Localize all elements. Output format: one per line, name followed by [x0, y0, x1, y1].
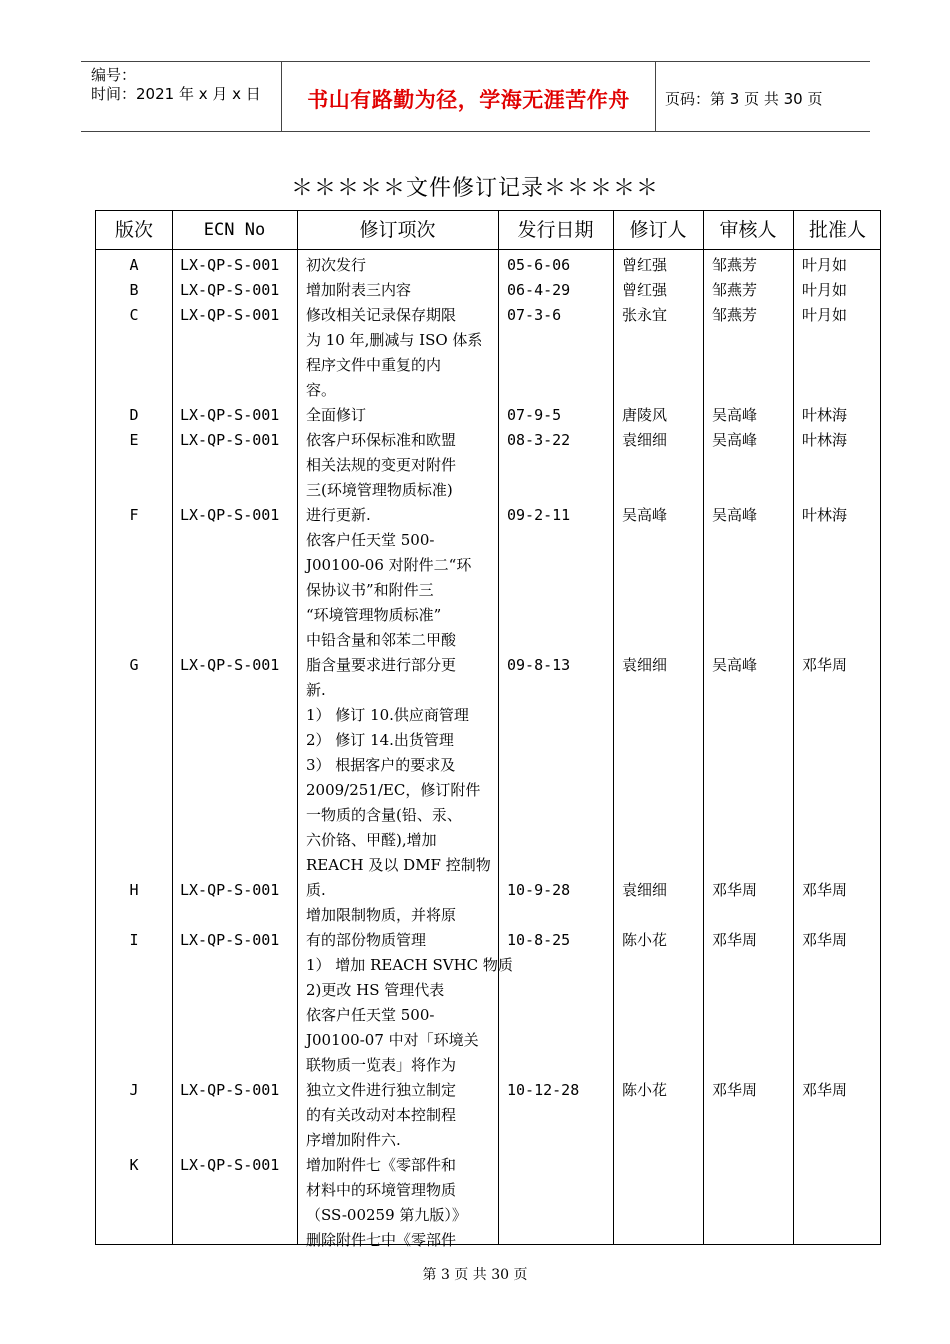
reviewer-cell: 邹燕芳: [712, 281, 758, 299]
version-cell: F: [129, 506, 139, 524]
ecn-cell: LX-QP-S-001: [180, 931, 280, 949]
revision-description-line: 一物质的含量(铅、汞、: [306, 806, 462, 824]
issue-date-cell: 06-4-29: [507, 281, 571, 299]
revision-description-line: 依客户任天堂 500-: [306, 1006, 435, 1024]
revision-description-line: 进行更新.: [306, 506, 371, 524]
number-label: 编号：: [91, 66, 137, 84]
revision-description-line: 六价铬、甲醛),增加: [306, 831, 437, 849]
approver-cell: 叶月如: [802, 306, 848, 324]
reviewer-cell: 邓华周: [712, 881, 758, 899]
revision-description-line: J00100-07 中对「环境关: [306, 1031, 479, 1049]
issue-date-cell: 10-8-25: [507, 931, 571, 949]
ecn-cell: LX-QP-S-001: [180, 431, 280, 449]
reviewer-cell: 邹燕芳: [712, 256, 758, 274]
version-cell: G: [129, 656, 139, 674]
page-footer: 第 3 页 共 30 页: [422, 1267, 528, 1283]
reviser-cell: 曾红强: [622, 256, 668, 274]
revision-description-line: 依客户任天堂 500-: [306, 531, 435, 549]
revision-description-line: 的有关改动对本控制程: [306, 1106, 457, 1124]
reviser-cell: 吴高峰: [622, 506, 668, 524]
revision-description-line: REACH 及以 DMF 控制物: [306, 856, 491, 874]
reviser-cell: 袁细细: [622, 656, 668, 674]
issue-date-cell: 07-9-5: [507, 406, 562, 424]
reviser-cell: 唐陵风: [622, 406, 668, 424]
revision-description-line: 为 10 年,删减与 ISO 体系: [306, 331, 483, 349]
revision-description-line: 有的部份物质管理: [306, 931, 427, 949]
revision-description-line: 删除附件七中《零部件: [306, 1231, 457, 1249]
column-divider: [613, 211, 614, 1244]
approver-cell: 叶林海: [802, 431, 848, 449]
version-cell: E: [129, 431, 139, 449]
revision-description-line: “环境管理物质标准”: [306, 606, 442, 624]
revision-description-line: 质.: [306, 881, 326, 899]
reviser-cell: 袁细细: [622, 881, 668, 899]
revision-description-line: （SS-00259 第九版）》: [306, 1206, 467, 1224]
approver-cell: 邓华周: [802, 1081, 848, 1099]
reviser-cell: 袁细细: [622, 431, 668, 449]
revision-description-line: 1） 增加 REACH SVHC 物质: [306, 956, 513, 974]
reviser-cell: 陈小花: [622, 1081, 668, 1099]
issue-date-cell: 08-3-22: [507, 431, 571, 449]
reviser-cell: 曾红强: [622, 281, 668, 299]
approver-cell: 叶月如: [802, 256, 848, 274]
column-divider: [703, 211, 704, 1244]
revision-description-line: 中铅含量和邻苯二甲酸: [306, 631, 457, 649]
revision-description-line: 相关法规的变更对附件: [306, 456, 457, 474]
approver-cell: 邓华周: [802, 931, 848, 949]
revision-description-line: 联物质一览表」将作为: [306, 1056, 457, 1074]
ecn-cell: LX-QP-S-001: [180, 1156, 280, 1174]
ecn-cell: LX-QP-S-001: [180, 306, 280, 324]
col-approver-header: 批准人: [808, 219, 866, 241]
revision-description-line: 三(环境管理物质标准): [306, 481, 453, 499]
revision-description-line: 保协议书”和附件三: [306, 581, 434, 599]
reviser-cell: 张永宜: [622, 306, 668, 324]
reviewer-cell: 吴高峰: [712, 406, 758, 424]
version-cell: H: [129, 881, 139, 899]
revision-description-line: 材料中的环境管理物质: [306, 1181, 457, 1199]
reviewer-cell: 邓华周: [712, 1081, 758, 1099]
issue-date-cell: 05-6-06: [507, 256, 571, 274]
ecn-cell: LX-QP-S-001: [180, 406, 280, 424]
header-meta-cell: [81, 62, 281, 131]
version-cell: A: [129, 256, 139, 274]
revision-description-line: 序增加附件六.: [306, 1131, 401, 1149]
ecn-cell: LX-QP-S-001: [180, 506, 280, 524]
revision-description-line: 增加附件七《零部件和: [306, 1156, 457, 1174]
approver-cell: 叶林海: [802, 506, 848, 524]
version-cell: I: [129, 931, 139, 949]
issue-date-cell: 10-12-28: [507, 1081, 580, 1099]
revision-description-line: 独立文件进行独立制定: [306, 1081, 457, 1099]
revision-description-line: 2） 修订 14.出货管理: [306, 731, 454, 749]
version-cell: C: [129, 306, 139, 324]
page-code: 页码：第 3 页 共 30 页: [665, 90, 823, 108]
revision-description-line: 容。: [306, 381, 337, 399]
approver-cell: 邓华周: [802, 881, 848, 899]
col-reviewer-header: 审核人: [719, 219, 777, 241]
revision-description-line: 修改相关记录保存期限: [306, 306, 457, 324]
revision-description-line: 2009/251/EC，修订附件: [306, 781, 481, 799]
date-label: 时间：2021 年 x 月 x 日: [91, 85, 261, 103]
reviewer-cell: 吴高峰: [712, 506, 758, 524]
approver-cell: 叶月如: [802, 281, 848, 299]
ecn-cell: LX-QP-S-001: [180, 881, 280, 899]
version-cell: D: [129, 406, 139, 424]
revision-description-line: 2)更改 HS 管理代表: [306, 981, 445, 999]
column-divider: [793, 211, 794, 1244]
header-page-cell: [655, 62, 870, 131]
revision-description-line: 依客户环保标准和欧盟: [306, 431, 457, 449]
revision-description-line: 全面修订: [306, 406, 367, 424]
ecn-cell: LX-QP-S-001: [180, 281, 280, 299]
reviewer-cell: 邓华周: [712, 931, 758, 949]
header-motto-cell: [281, 62, 656, 131]
column-divider: [172, 211, 173, 1244]
issue-date-cell: 09-2-11: [507, 506, 571, 524]
revision-description-line: 增加限制物质，并将原: [306, 906, 457, 924]
revision-description-line: 脂含量要求进行部分更: [306, 656, 457, 674]
header-divider: [96, 249, 880, 250]
revision-record-table: [95, 210, 881, 1249]
revision-description-line: 初次发行: [306, 256, 367, 274]
column-divider: [498, 211, 499, 1244]
document-header: [81, 61, 870, 132]
reviewer-cell: 吴高峰: [712, 431, 758, 449]
revision-description-line: 3） 根据客户的要求及: [306, 756, 456, 774]
ecn-cell: LX-QP-S-001: [180, 656, 280, 674]
ecn-cell: LX-QP-S-001: [180, 256, 280, 274]
col-issue-date-header: 发行日期: [517, 219, 594, 241]
motto-text: 书山有路勤为径，学海无涯苦作舟: [307, 88, 630, 112]
version-cell: B: [129, 281, 139, 299]
col-version-header: 版次: [114, 219, 153, 241]
revision-description-line: 1） 修订 10.供应商管理: [306, 706, 469, 724]
reviewer-cell: 邹燕芳: [712, 306, 758, 324]
revision-description-line: J00100-06 对附件二“环: [306, 556, 472, 574]
issue-date-cell: 10-9-28: [507, 881, 571, 899]
reviser-cell: 陈小花: [622, 931, 668, 949]
revision-description-line: 增加附表三内容: [306, 281, 412, 299]
col-revision-items-header: 修订项次: [359, 219, 436, 241]
approver-cell: 叶林海: [802, 406, 848, 424]
issue-date-cell: 09-8-13: [507, 656, 571, 674]
issue-date-cell: 07-3-6: [507, 306, 562, 324]
revision-description-line: 新.: [306, 681, 326, 699]
reviewer-cell: 吴高峰: [712, 656, 758, 674]
col-reviser-header: 修订人: [629, 219, 687, 241]
approver-cell: 邓华周: [802, 656, 848, 674]
version-cell: K: [129, 1156, 139, 1174]
column-divider: [297, 211, 298, 1244]
revision-description-line: 程序文件中重复的内: [306, 356, 442, 374]
version-cell: J: [129, 1081, 139, 1099]
ecn-cell: LX-QP-S-001: [180, 1081, 280, 1099]
col-ecn-no-header: ECN No: [203, 220, 266, 240]
document-title: ＊＊＊＊＊文件修订记录＊＊＊＊＊: [290, 176, 659, 201]
